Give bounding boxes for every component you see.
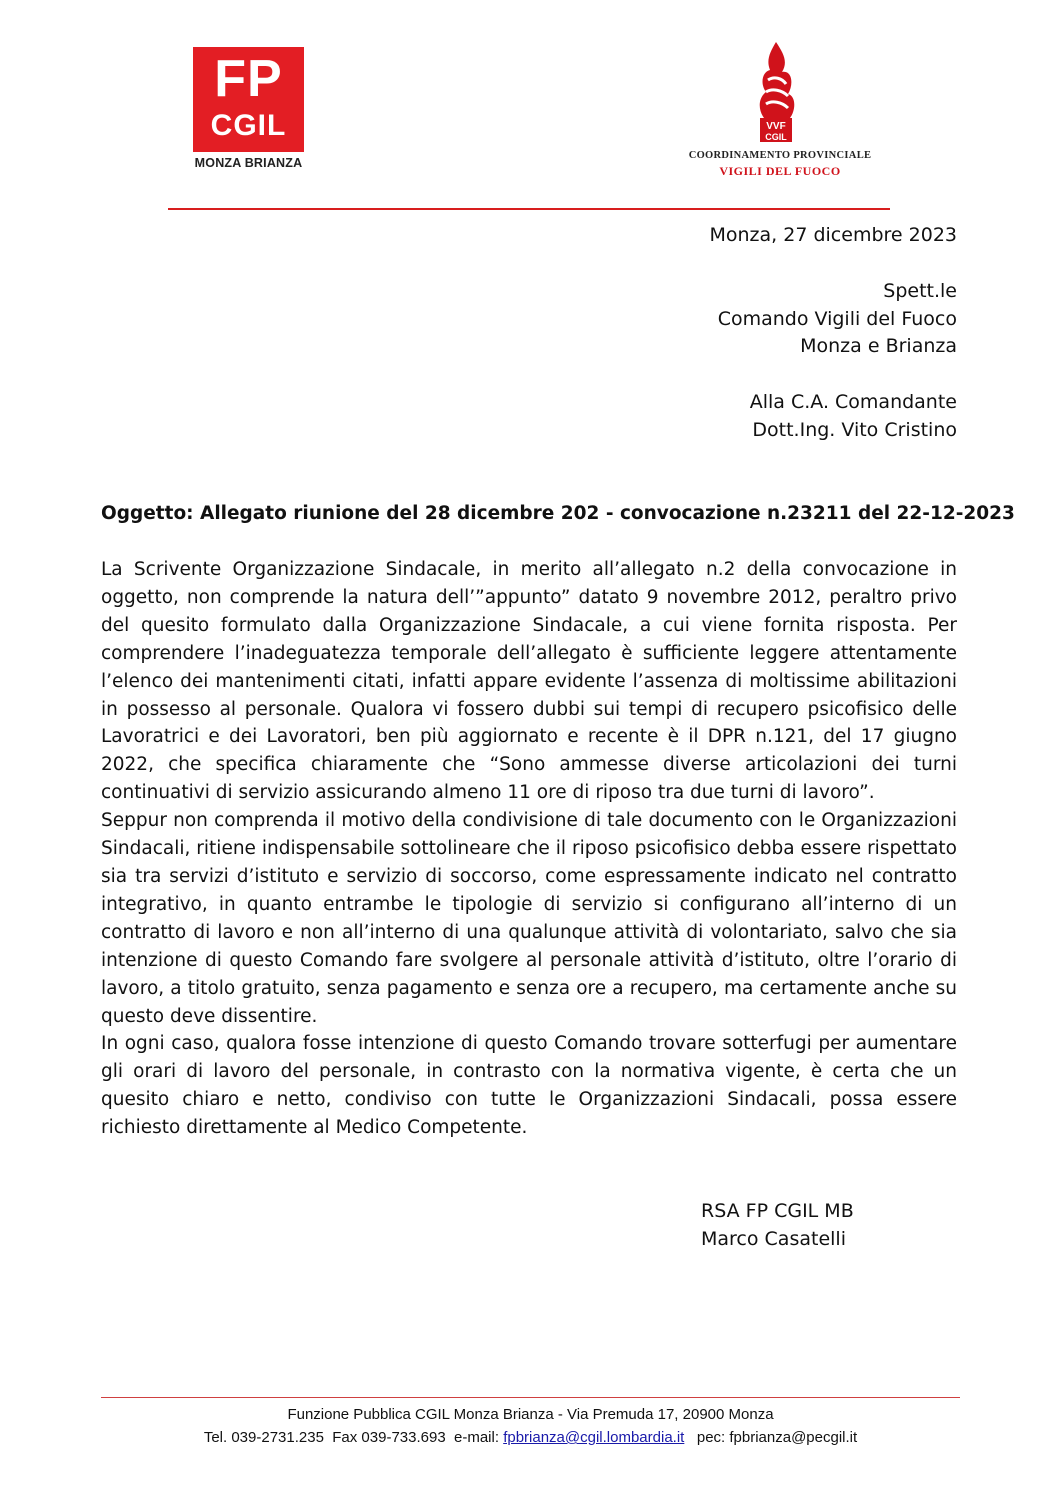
logo-vvf-text: VVF: [766, 121, 786, 132]
footer-divider: [101, 1397, 960, 1398]
attention-line: Dott.Ing. Vito Cristino: [752, 419, 957, 441]
footer-tel-fax: Tel. 039-2731.235 Fax 039-733.693 e-mail:: [203, 1429, 504, 1446]
vvf-flame-logo: [754, 40, 798, 146]
logo-fp-text: FP: [214, 50, 283, 108]
vigili-del-fuoco-label: VIGILI DEL FUOCO: [719, 164, 841, 178]
footer-email-link[interactable]: fpbrianza@cgil.lombardia.it: [503, 1429, 685, 1446]
attention-line: Alla C.A. Comandante: [749, 391, 957, 413]
signature-name: Marco Casatelli: [701, 1228, 846, 1250]
logo-subtitle: MONZA BRIANZA: [194, 156, 303, 170]
recipient-line: Spett.le: [883, 280, 957, 302]
logo-cgil-text: CGIL: [210, 109, 287, 142]
letter-subject: Oggetto: Allegato riunione del 28 dicembre 202 - convocazione n.23211 del 22-12-2023: [101, 503, 1015, 524]
letter-body: [101, 556, 957, 1142]
logo-cgil-small-text: CGIL: [765, 132, 787, 142]
recipient-line: Comando Vigili del Fuoco: [717, 308, 957, 330]
body-paragraph: In ogni caso, qualora fosse intenzione di questo Comando trovare sotterfugi per aumentare gli orari di lavoro del personale, in contrasto con la normativa vigente, è certa che un quesito chiaro e netto, condiviso con tutte le Organizzazioni Sindacali, possa essere richiesto direttamente al Medico Competente.: [101, 1033, 957, 1139]
letter-date: Monza, 27 dicembre 2023: [709, 224, 957, 246]
body-paragraph: Seppur non comprenda il motivo della condivisione di tale documento con le Organizzazioni Sindacali, ritiene indispensabile sottolineare che il riposo psicofisico debba essere rispettato sia tra servizi d’istituto e servizio di soccorso, come espressamente indicato nel contratto integrativo, in quanto entrambe le tipologie di servizio si configurano all’interno di un contratto di lavoro e non all’interno di una qualunque attività di volontariato, salvo che sia intenzione di questo Comando fare svolgere al personale attività d’istituto, oltre l’orario di lavoro, a titolo gratuito, senza pagamento e senza ore a recupero, ma certamente anche su questo deve dissentire.: [101, 810, 957, 1027]
recipient-line: Monza e Brianza: [800, 335, 957, 357]
footer-pec: pec: fpbrianza@pecgil.it: [684, 1429, 858, 1446]
header-divider: [168, 208, 890, 210]
footer-address: Funzione Pubblica CGIL Monza Brianza - Via Premuda 17, 20900 Monza: [287, 1406, 774, 1423]
signature-org: RSA FP CGIL MB: [701, 1200, 854, 1222]
footer-contacts: [101, 1429, 960, 1447]
fp-cgil-logo: [193, 47, 304, 152]
body-paragraph: La Scrivente Organizzazione Sindacale, in merito all’allegato n.2 della convocazione in oggetto, non comprende la natura dell’”appunto” datato 9 novembre 2012, peraltro privo del quesito formulato dalla Organizzazione Sindacale, a cui viene fornita risposta. Per comprendere l’inadeguatezza temporale dell’allegato è sufficiente leggere attentamente l’elenco dei mantenimenti citati, infatti appare evidente l’assenza di moltissime abilitazioni in possesso al personale. Qualora vi fossero dubbi sui tempi di recupero psicofisico delle Lavoratrici e dei Lavoratori, ben più aggiornato e recente è il DPR n.121, del 17 giugno 2022, che specifica chiaramente che “Sono ammesse diverse articolazioni dei turni continuativi di servizio assicurando almeno 11 ore di riposo tra due turni di lavoro”.: [101, 559, 957, 804]
coordinamento-label: COORDINAMENTO PROVINCIALE: [688, 150, 872, 161]
